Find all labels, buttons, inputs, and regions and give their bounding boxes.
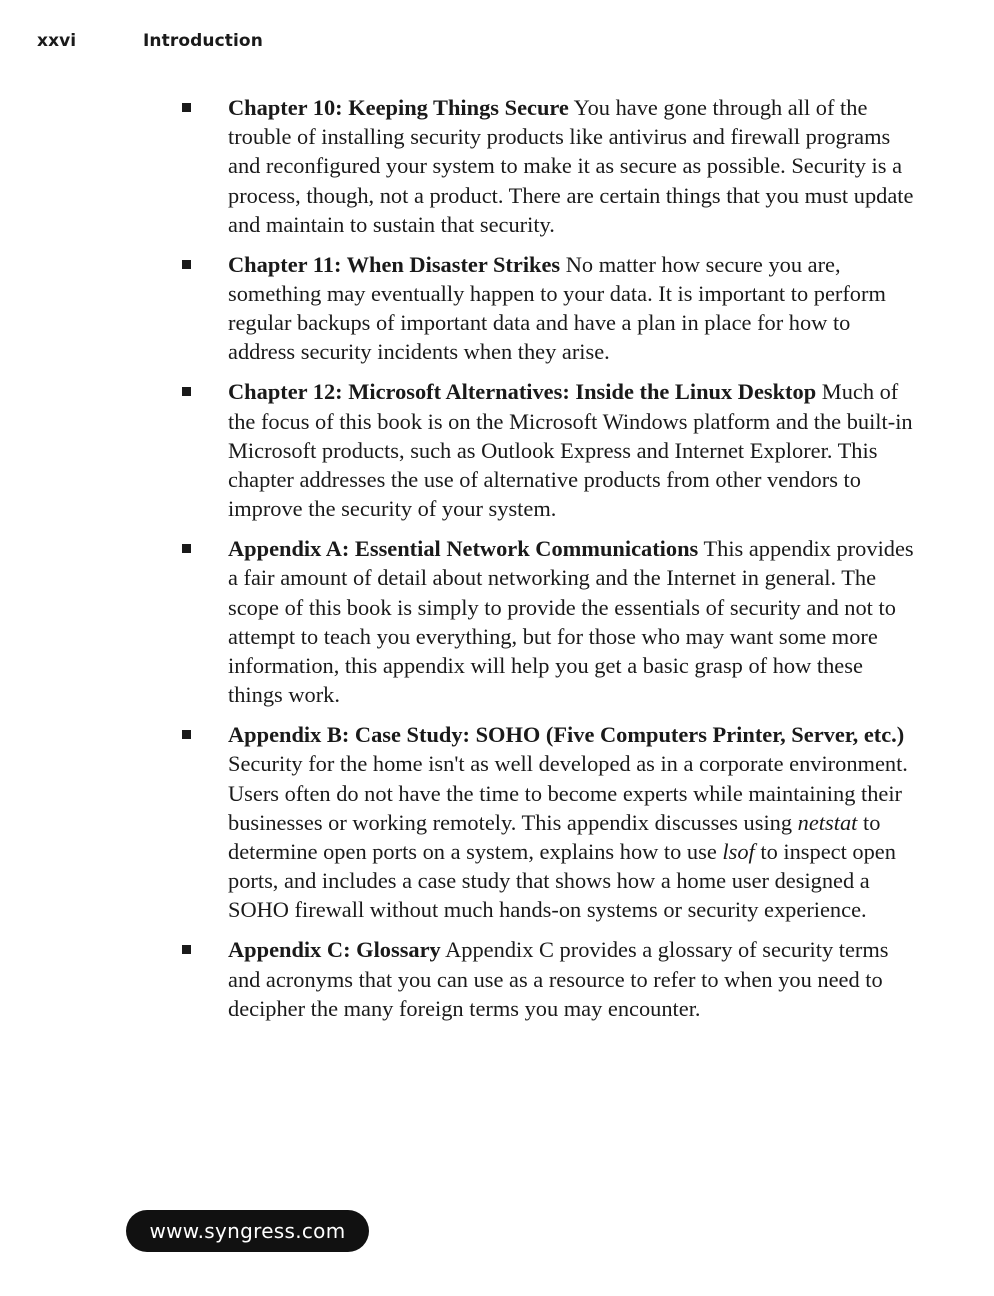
entry-title: Chapter 11: When Disaster Strikes [228, 251, 561, 277]
entry-description [228, 751, 908, 922]
square-bullet-icon [182, 103, 191, 112]
list-item-appendix-b [180, 720, 915, 924]
entry-description: You have gone through all of the trouble of installing security products like antivirus and firewall programs and reconfigured your system to make it as secure as possible. Security is a process, though, not a product. There are certain things that you must update and maintain to sustain that security. [228, 95, 914, 237]
entry-description: No matter how secure you are, something may eventually happen to your data. It is important to perform regular backups of important data and have a plan in place for how to address security incidents when they arise. [228, 251, 886, 365]
description-text: Security for the home isn't as well developed as in a corporate environment. Users often do not have the time to become experts while maintaining their businesses or working remotely. This appendix discusses using [228, 751, 908, 835]
command-name-lsof: lsof [722, 839, 755, 865]
entry-title: Chapter 12: Microsoft Alternatives: Inside the Linux Desktop [228, 379, 817, 405]
list-item-chapter-10 [180, 93, 915, 239]
entry-description: This appendix provides a fair amount of detail about networking and the Internet in general. The scope of this book is simply to provide the essentials of security and not to attempt to teach you everything, but for those who may want some more information, this appendix will help you get a basic grasp of how these things work. [228, 536, 914, 708]
square-bullet-icon [182, 387, 191, 396]
list-item-chapter-12 [180, 377, 915, 523]
list-item-appendix-a [180, 534, 915, 709]
square-bullet-icon [182, 544, 191, 553]
page-number: xxvi [37, 31, 77, 51]
square-bullet-icon [182, 260, 191, 269]
description-text: to inspect open ports, and includes a case study that shows how a home user designed a SOHO firewall without much hands-on systems or security experience. [228, 839, 896, 923]
entry-title: Appendix C: Glossary [228, 937, 441, 963]
square-bullet-icon [182, 945, 191, 954]
running-head [37, 31, 263, 51]
description-text: to determine open ports on a system, explains how to use [228, 809, 881, 865]
entry-description: Appendix C provides a glossary of security terms and acronyms that you can use as a resource to refer to when you need to decipher the many foreign terms you may encounter. [228, 937, 889, 1021]
square-bullet-icon [182, 730, 191, 739]
entry-title: Chapter 10: Keeping Things Secure [228, 95, 569, 120]
command-name-netstat: netstat [797, 809, 858, 835]
entry-description: Much of the focus of this book is on the Microsoft Windows platform and the built-in Microsoft products, such as Outlook Express and Internet Explorer. This chapter addresses the use of alternative products from other vendors to improve the security of your system. [228, 379, 913, 522]
chapter-list [180, 93, 915, 1034]
list-item-appendix-c [180, 935, 915, 1023]
section-title: Introduction [143, 31, 263, 51]
list-item-chapter-11 [180, 250, 915, 367]
website-url-badge: www.syngress.com [126, 1210, 369, 1252]
entry-title: Appendix A: Essential Network Communications [228, 536, 699, 562]
entry-title: Appendix B: Case Study: SOHO (Five Computers Printer, Server, etc.) [228, 722, 905, 748]
